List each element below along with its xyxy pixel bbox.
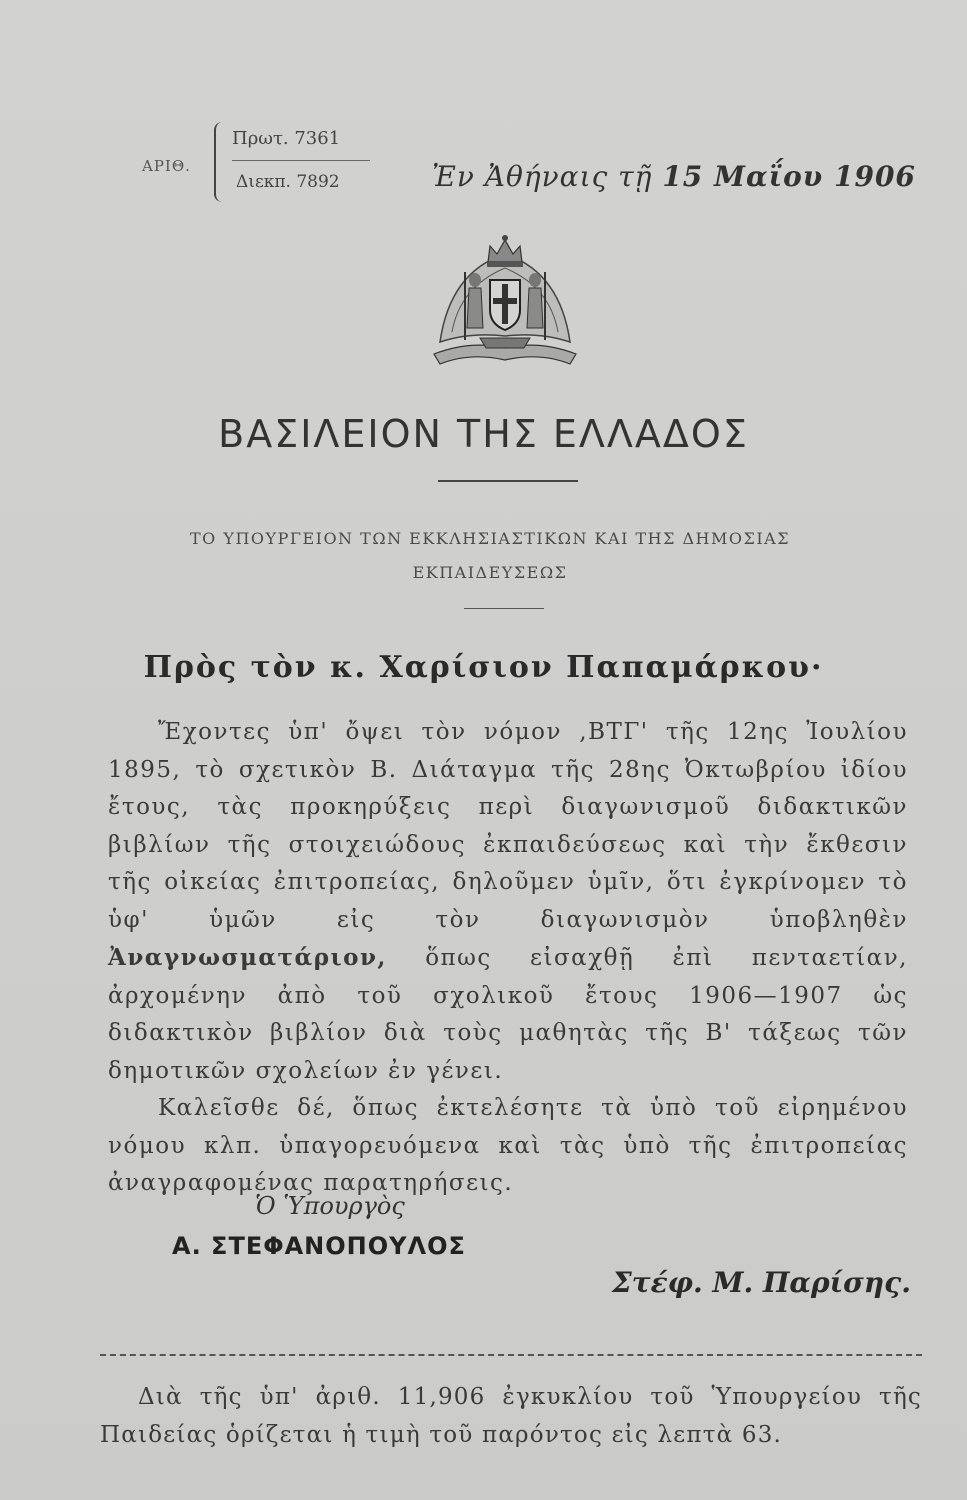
title-divider	[438, 480, 578, 482]
paragraph-2: Καλεῖσθε δέ, ὅπως ἐκτελέσητε τὰ ὑπὸ τοῦ εἰρημένου νόμου κλπ. ὑπαγορευόμενα καὶ τὰς ὑπὸ τῆς ἐπιτροπείας ἀναγραφομένας παρατηρήσεις.	[108, 1095, 908, 1196]
ministry-divider	[464, 608, 544, 609]
ministry-heading	[100, 522, 880, 590]
ministry-line-2: ΕΚΠΑΙΔΕΥΣΕΩΣ	[412, 563, 568, 582]
date-prefix: Ἐν Ἀθήναις τῇ	[432, 160, 663, 193]
price-note-text: Διὰ τῆς ὑπ' ἀριθ. 11,906 ἐγκυκλίου τοῦ Ὑπουργείου τῆς Παιδείας ὁρίζεται ἡ τιμὴ τοῦ παρόντος εἰς λεπτὰ 63.	[100, 1384, 922, 1448]
secretary-signature: Στέφ. Μ. Παρίσης.	[612, 1266, 911, 1299]
book-title: Ἀναγνωσματάριον,	[108, 944, 387, 971]
paragraph-1-end: ὅπως εἰσαχθῇ ἐπὶ πενταετίαν, ἀρχομένην ἀπὸ τοῦ σχολικοῦ ἔτους 1906—1907 ὡς διδακτικὸν βιβλίον διὰ τοὺς μαθητὰς τῆς Β' τάξεως τῶν δημοτικῶν σχολείων ἐν γένει.	[108, 945, 908, 1084]
document-date	[432, 160, 916, 193]
kingdom-title: ΒΑΣΙΛΕΙΟΝ ΤΗΣ ΕΛΛΑΔΟΣ	[218, 412, 749, 456]
arith-label: ΑΡΙΘ.	[142, 157, 191, 175]
paragraph-1	[108, 714, 908, 1090]
reference-brace	[214, 122, 226, 202]
date-value: 15 Μαΐου 1906	[662, 160, 916, 193]
letter-body	[108, 714, 908, 1203]
reference-divider	[232, 160, 370, 161]
ministry-line-1: ΤΟ ΥΠΟΥΡΓΕΙΟΝ ΤΩΝ ΕΚΚΛΗΣΙΑΣΤΙΚΩΝ ΚΑΙ ΤΗΣ ΔΗΜΟΣΙΑΣ	[190, 529, 790, 548]
price-note	[100, 1378, 922, 1454]
dispatch-number: Διεκπ. 7892	[236, 172, 340, 192]
royal-coat-of-arms-icon	[420, 232, 590, 382]
addressee-line: Πρὸς τὸν κ. Χαρίσιον Παπαμάρκου·	[143, 650, 824, 685]
footer-divider	[100, 1354, 922, 1356]
paragraph-1-start: Ἔχοντες ὑπ' ὄψει τὸν νόμον ,ΒΤΓ' τῆς 12ης Ἰουλίου 1895, τὸ σχετικὸν Β. Διάταγμα τῆς 28ης Ὀκτωβρίου ἰδίου ἔτους, τὰς προκηρύξεις περὶ διαγωνισμοῦ διδακτικῶν βιβλίων τῆς στοιχειώδους ἐκπαιδεύσεως καὶ τὴν ἔκθεσιν τῆς οἰκείας ἐπιτροπείας, δηλοῦμεν ὑμῖν, ὅτι ἐγκρίνομεν τὸ ὑφ' ὑμῶν εἰς τὸν διαγωνισμὸν ὑποβληθὲν	[108, 719, 908, 933]
minister-name: Α. ΣΤΕΦΑΝΟΠΟΥΛΟΣ	[172, 1232, 466, 1260]
minister-title: Ὁ Ὑπουργὸς	[255, 1192, 405, 1220]
protocol-number: Πρωτ. 7361	[232, 128, 341, 149]
